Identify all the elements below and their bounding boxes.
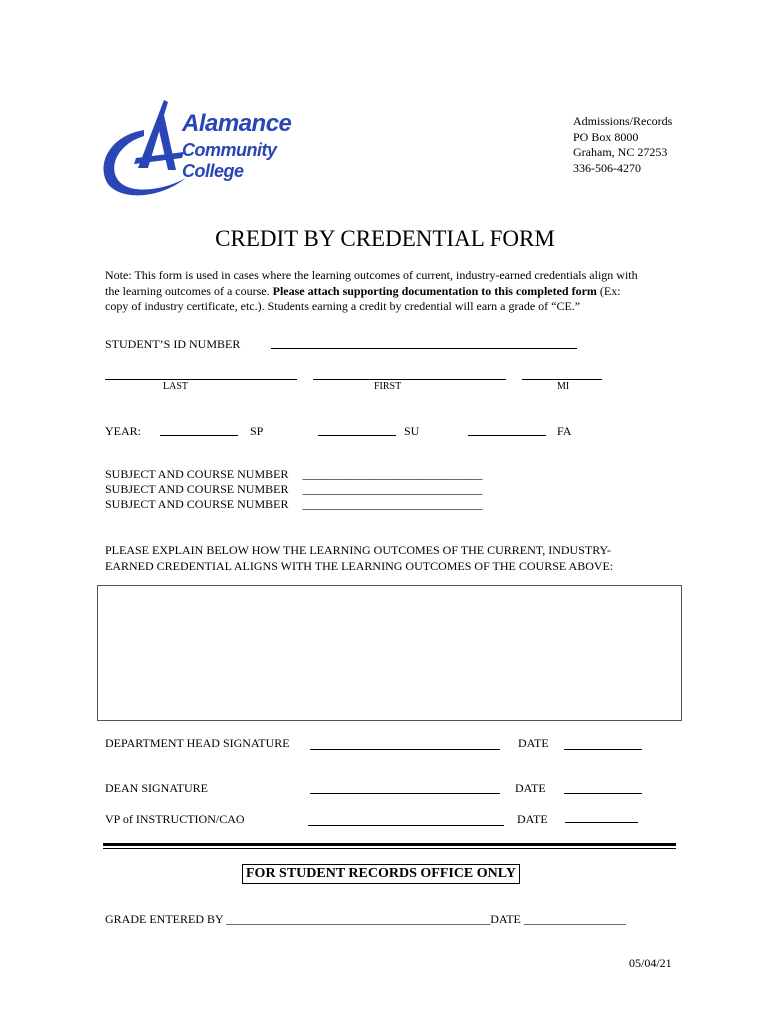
student-id-label: STUDENT’S ID NUMBER — [105, 337, 241, 351]
section-divider-thin — [103, 848, 676, 849]
subject-course-block — [105, 467, 482, 512]
dept-head-date-label: DATE — [518, 736, 549, 750]
dean-signature-field[interactable] — [310, 793, 500, 794]
subject-course-row: SUBJECT AND COURSE NUMBER ______________________________ — [105, 482, 483, 496]
address-block — [573, 114, 672, 176]
year-fa-label: FA — [557, 424, 572, 438]
vp-signature-field[interactable] — [308, 825, 504, 826]
year-sp-field[interactable] — [160, 435, 238, 436]
dean-signature-label: DEAN SIGNATURE — [105, 781, 208, 795]
year-label: YEAR: — [105, 424, 141, 438]
address-line: Admissions/Records — [573, 114, 673, 128]
last-name-label: LAST — [163, 381, 188, 392]
subject-course-field[interactable]: ______________________________ — [302, 497, 483, 511]
year-su-label: SU — [404, 424, 420, 438]
explanation-textbox[interactable] — [97, 585, 682, 721]
first-name-label: FIRST — [374, 381, 402, 392]
address-line: Graham, NC 27253 — [573, 145, 668, 159]
year-fa-field[interactable] — [468, 435, 546, 436]
grade-entered-line[interactable]: GRADE ENTERED BY ____________________________________________DATE _________________ — [105, 912, 626, 926]
form-note — [105, 268, 685, 315]
dept-head-signature-label: DEPARTMENT HEAD SIGNATURE — [105, 736, 290, 750]
note-line: Note: This form is used in cases where the learning outcomes of current, industry-earned credentials align with — [105, 268, 638, 282]
dean-date-label: DATE — [515, 781, 546, 795]
form-version: 05/04/21 — [629, 956, 672, 970]
dept-head-date-field[interactable] — [564, 749, 642, 750]
logo-name-line2: Community College — [182, 140, 277, 181]
first-name-field[interactable] — [313, 379, 506, 380]
subject-course-row: SUBJECT AND COURSE NUMBER ______________________________ — [105, 467, 483, 481]
explain-line: PLEASE EXPLAIN BELOW HOW THE LEARNING OUTCOMES OF THE CURRENT, INDUSTRY- — [105, 543, 611, 557]
subject-course-row: SUBJECT AND COURSE NUMBER ______________________________ — [105, 497, 483, 511]
explain-line: EARNED CREDENTIAL ALIGNS WITH THE LEARNING OUTCOMES OF THE COURSE ABOVE: — [105, 559, 614, 573]
office-only-heading: FOR STUDENT RECORDS OFFICE ONLY — [242, 864, 520, 884]
subject-course-field[interactable]: ______________________________ — [302, 482, 483, 496]
address-line: 336-506-4270 — [573, 160, 641, 175]
vp-signature-label: VP of INSTRUCTION/CAO — [105, 812, 245, 826]
section-divider — [103, 843, 676, 846]
subject-course-field[interactable]: ______________________________ — [302, 467, 483, 481]
note-line: copy of industry certificate, etc.). Students earning a credit by credential will earn a grade of “CE.” — [105, 299, 581, 313]
year-su-field[interactable] — [318, 435, 396, 436]
dean-date-field[interactable] — [564, 793, 642, 794]
vp-date-label: DATE — [517, 812, 548, 826]
page-title: CREDIT BY CREDENTIAL FORM — [215, 226, 555, 251]
explain-instructions — [105, 542, 613, 574]
middle-initial-label: MI — [557, 381, 570, 392]
student-id-field[interactable] — [271, 348, 577, 349]
vp-date-field[interactable] — [565, 822, 638, 823]
address-line: PO Box 8000 — [573, 129, 639, 144]
middle-initial-field[interactable] — [522, 379, 602, 380]
note-line: the learning outcomes of a course. Please attach supporting documentation to this completed form (Ex: — [105, 283, 621, 298]
dept-head-signature-field[interactable] — [310, 749, 500, 750]
logo-name-line1: Alamance — [182, 110, 292, 137]
note-emphasis: Please attach supporting documentation to this completed form — [272, 283, 597, 298]
year-sp-label: SP — [250, 424, 264, 438]
last-name-field[interactable] — [105, 379, 297, 380]
college-logo — [98, 96, 338, 200]
